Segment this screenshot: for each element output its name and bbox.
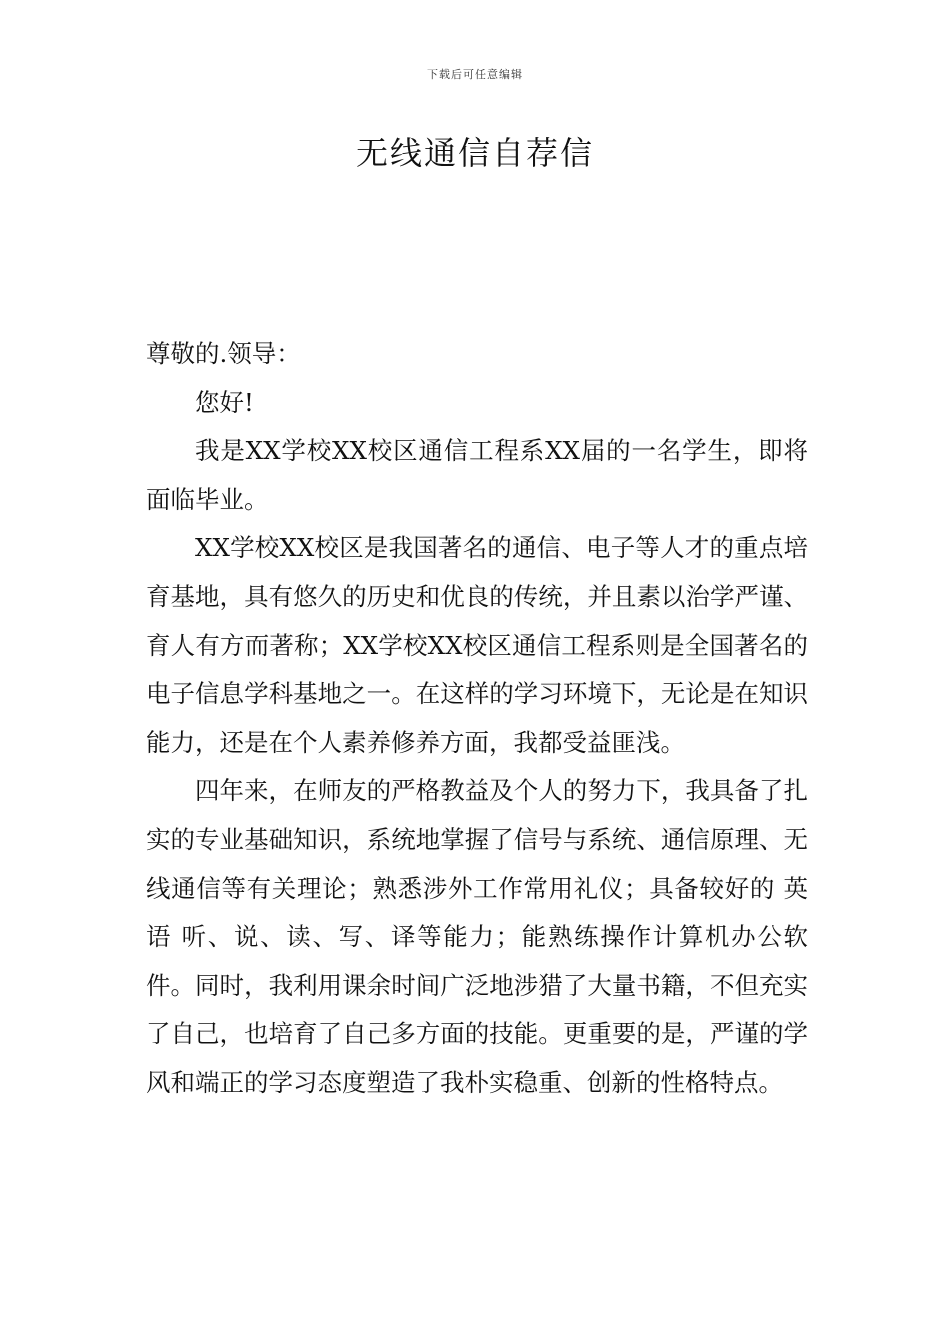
- greeting-paragraph: 您好!: [195, 387, 254, 417]
- document-title: 无线通信自荐信: [355, 134, 594, 172]
- school-paragraph: XX学校XX校区是我国著名的通信、电子等人才的重点培育基地，具有悠久的历史和优良的传统，并且素以治学严谨、育人有方而著称；XX学校XX校区通信工程系则是全国著名的电子信息学科基地之一。在这样的学习环境下，无论是在知识能力，还是在个人素养修养方面，我都受益匪浅。: [146, 533, 808, 757]
- salutation: 尊敬的.领导：: [146, 339, 301, 368]
- intro-paragraph: 我是XX学校XX校区通信工程系XX届的一名学生，即将面临毕业。: [146, 436, 808, 514]
- letter-body: [146, 330, 808, 1108]
- header-note: 下载后可任意编辑: [427, 68, 523, 81]
- skills-paragraph: 四年来，在师友的严格教益及个人的努力下，我具备了扎实的专业基础知识，系统地掌握了信号与系统、通信原理、无线通信等有关理论；熟悉涉外工作常用礼仪；具备较好的 英语 听、说、读、写、译等能力；能熟练操作计算机办公软件。同时，我利用课余时间广泛地涉猎了大量书籍，不但充实了自己，也培育了自己多方面的技能。更重要的是，严谨的学风和端正的学习态度塑造了我朴实稳重、创新的性格特点。: [146, 776, 808, 1097]
